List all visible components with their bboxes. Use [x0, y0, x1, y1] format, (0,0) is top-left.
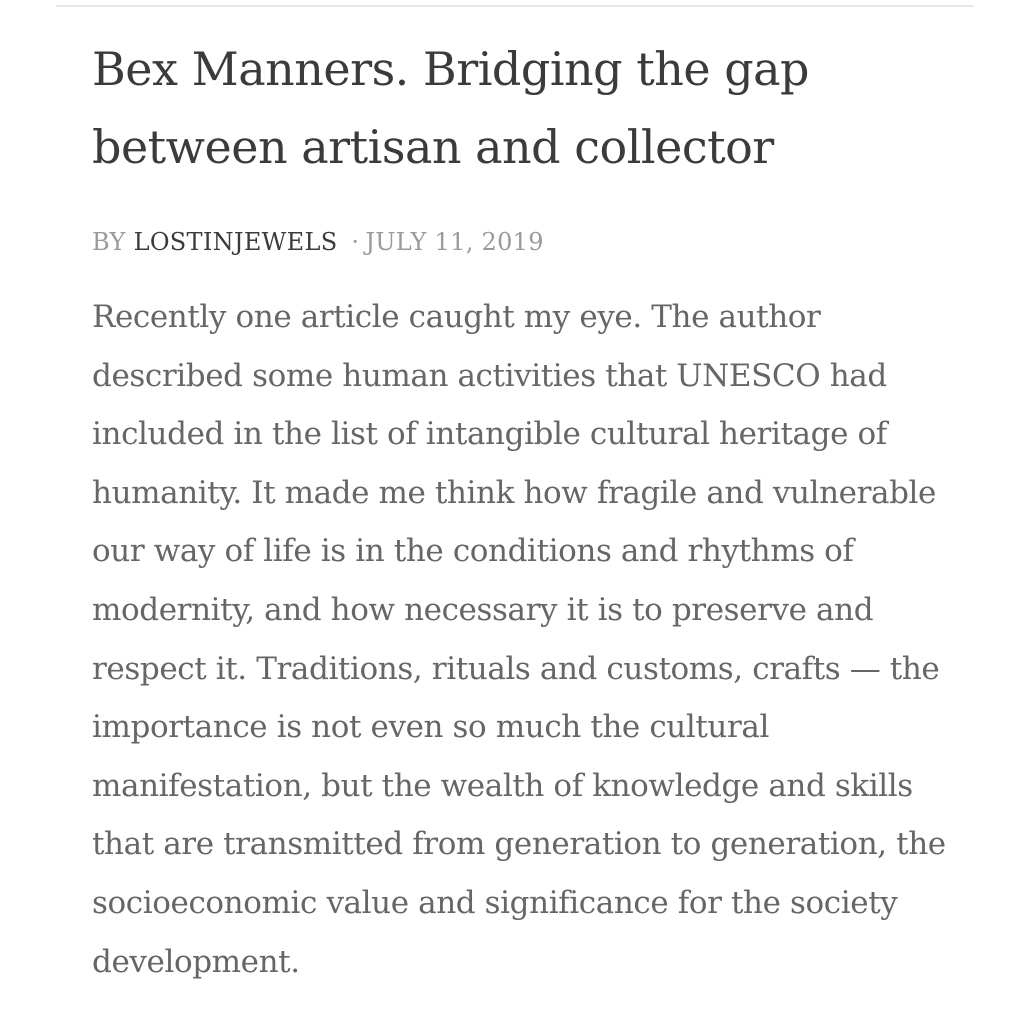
byline-separator: · [351, 228, 360, 256]
article [92, 30, 952, 991]
byline-prefix: BY [92, 228, 134, 256]
top-divider [56, 5, 974, 7]
post-date: JULY 11, 2019 [365, 228, 544, 256]
post-title: Bex Manners. Bridging the gap between artisan and collector [92, 42, 810, 174]
author-link[interactable]: LOSTINJEWELS [133, 228, 338, 256]
post-byline [92, 226, 952, 258]
post-body-paragraph: Recently one article caught my eye. The author described some human activities that UNESCO had included in the list of intangible cultural heritage of humanity. It made me think how fragile and vulnerable our way of life is in the conditions and rhythms of modernity, and how necessary it is to preserve and respect it. Traditions, rituals and customs, crafts — the importance is not even so much the cultural manifestation, but the wealth of knowledge and skills that are transmitted from generation to generation, the socioeconomic value and significance for the society development. [92, 299, 946, 980]
